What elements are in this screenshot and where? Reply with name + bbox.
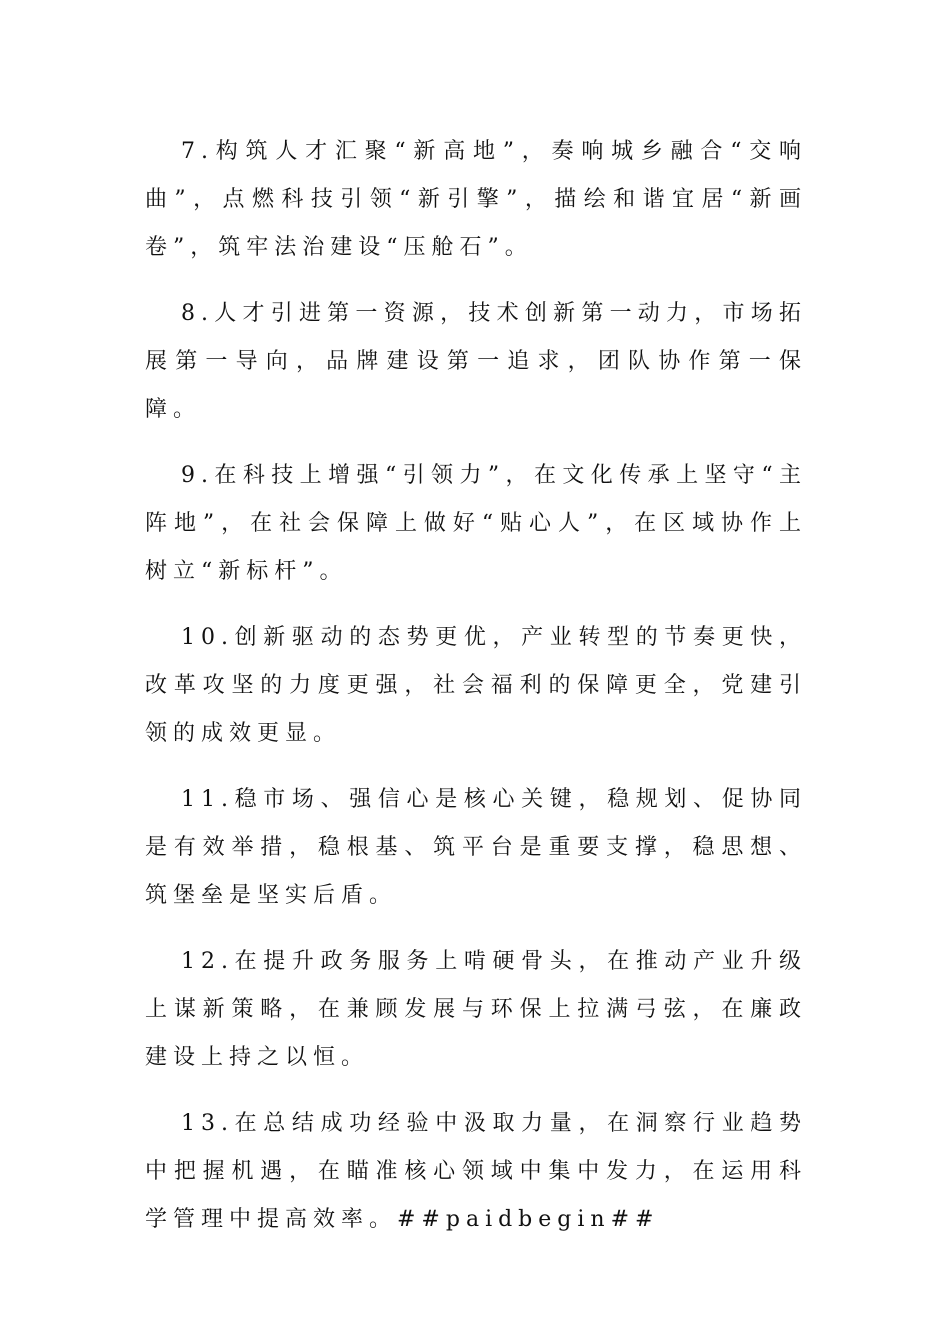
paragraph-13: 13.在总结成功经验中汲取力量，在洞察行业趋势中把握机遇，在瞄准核心领域中集中发力，在运用科学管理中提高效率。##paidbegin##: [145, 1111, 807, 1232]
document-body: [145, 128, 807, 1262]
paragraph-10: 10.创新驱动的态势更优，产业转型的节奏更快，改革攻坚的力度更强，社会福利的保障更全，党建引领的成效更显。: [145, 625, 807, 746]
paragraph-11: 11.稳市场、强信心是核心关键，稳规划、促协同是有效举措，稳根基、筑平台是重要支撑，稳思想、筑堡垒是坚实后盾。: [145, 787, 807, 908]
paragraph-9: 9.在科技上增强“引领力”，在文化传承上坚守“主阵地”，在社会保障上做好“贴心人”，在区域协作上树立“新标杆”。: [145, 463, 807, 584]
paragraph-12: 12.在提升政务服务上啃硬骨头，在推动产业升级上谋新策略，在兼顾发展与环保上拉满弓弦，在廉政建设上持之以恒。: [145, 949, 807, 1070]
paragraph-7: 7.构筑人才汇聚“新高地”，奏响城乡融合“交响曲”，点燃科技引领“新引擎”，描绘和谐宜居“新画卷”，筑牢法治建设“压舱石”。: [145, 139, 807, 260]
paragraph-8: 8.人才引进第一资源，技术创新第一动力，市场拓展第一导向，品牌建设第一追求，团队协作第一保障。: [145, 301, 807, 422]
